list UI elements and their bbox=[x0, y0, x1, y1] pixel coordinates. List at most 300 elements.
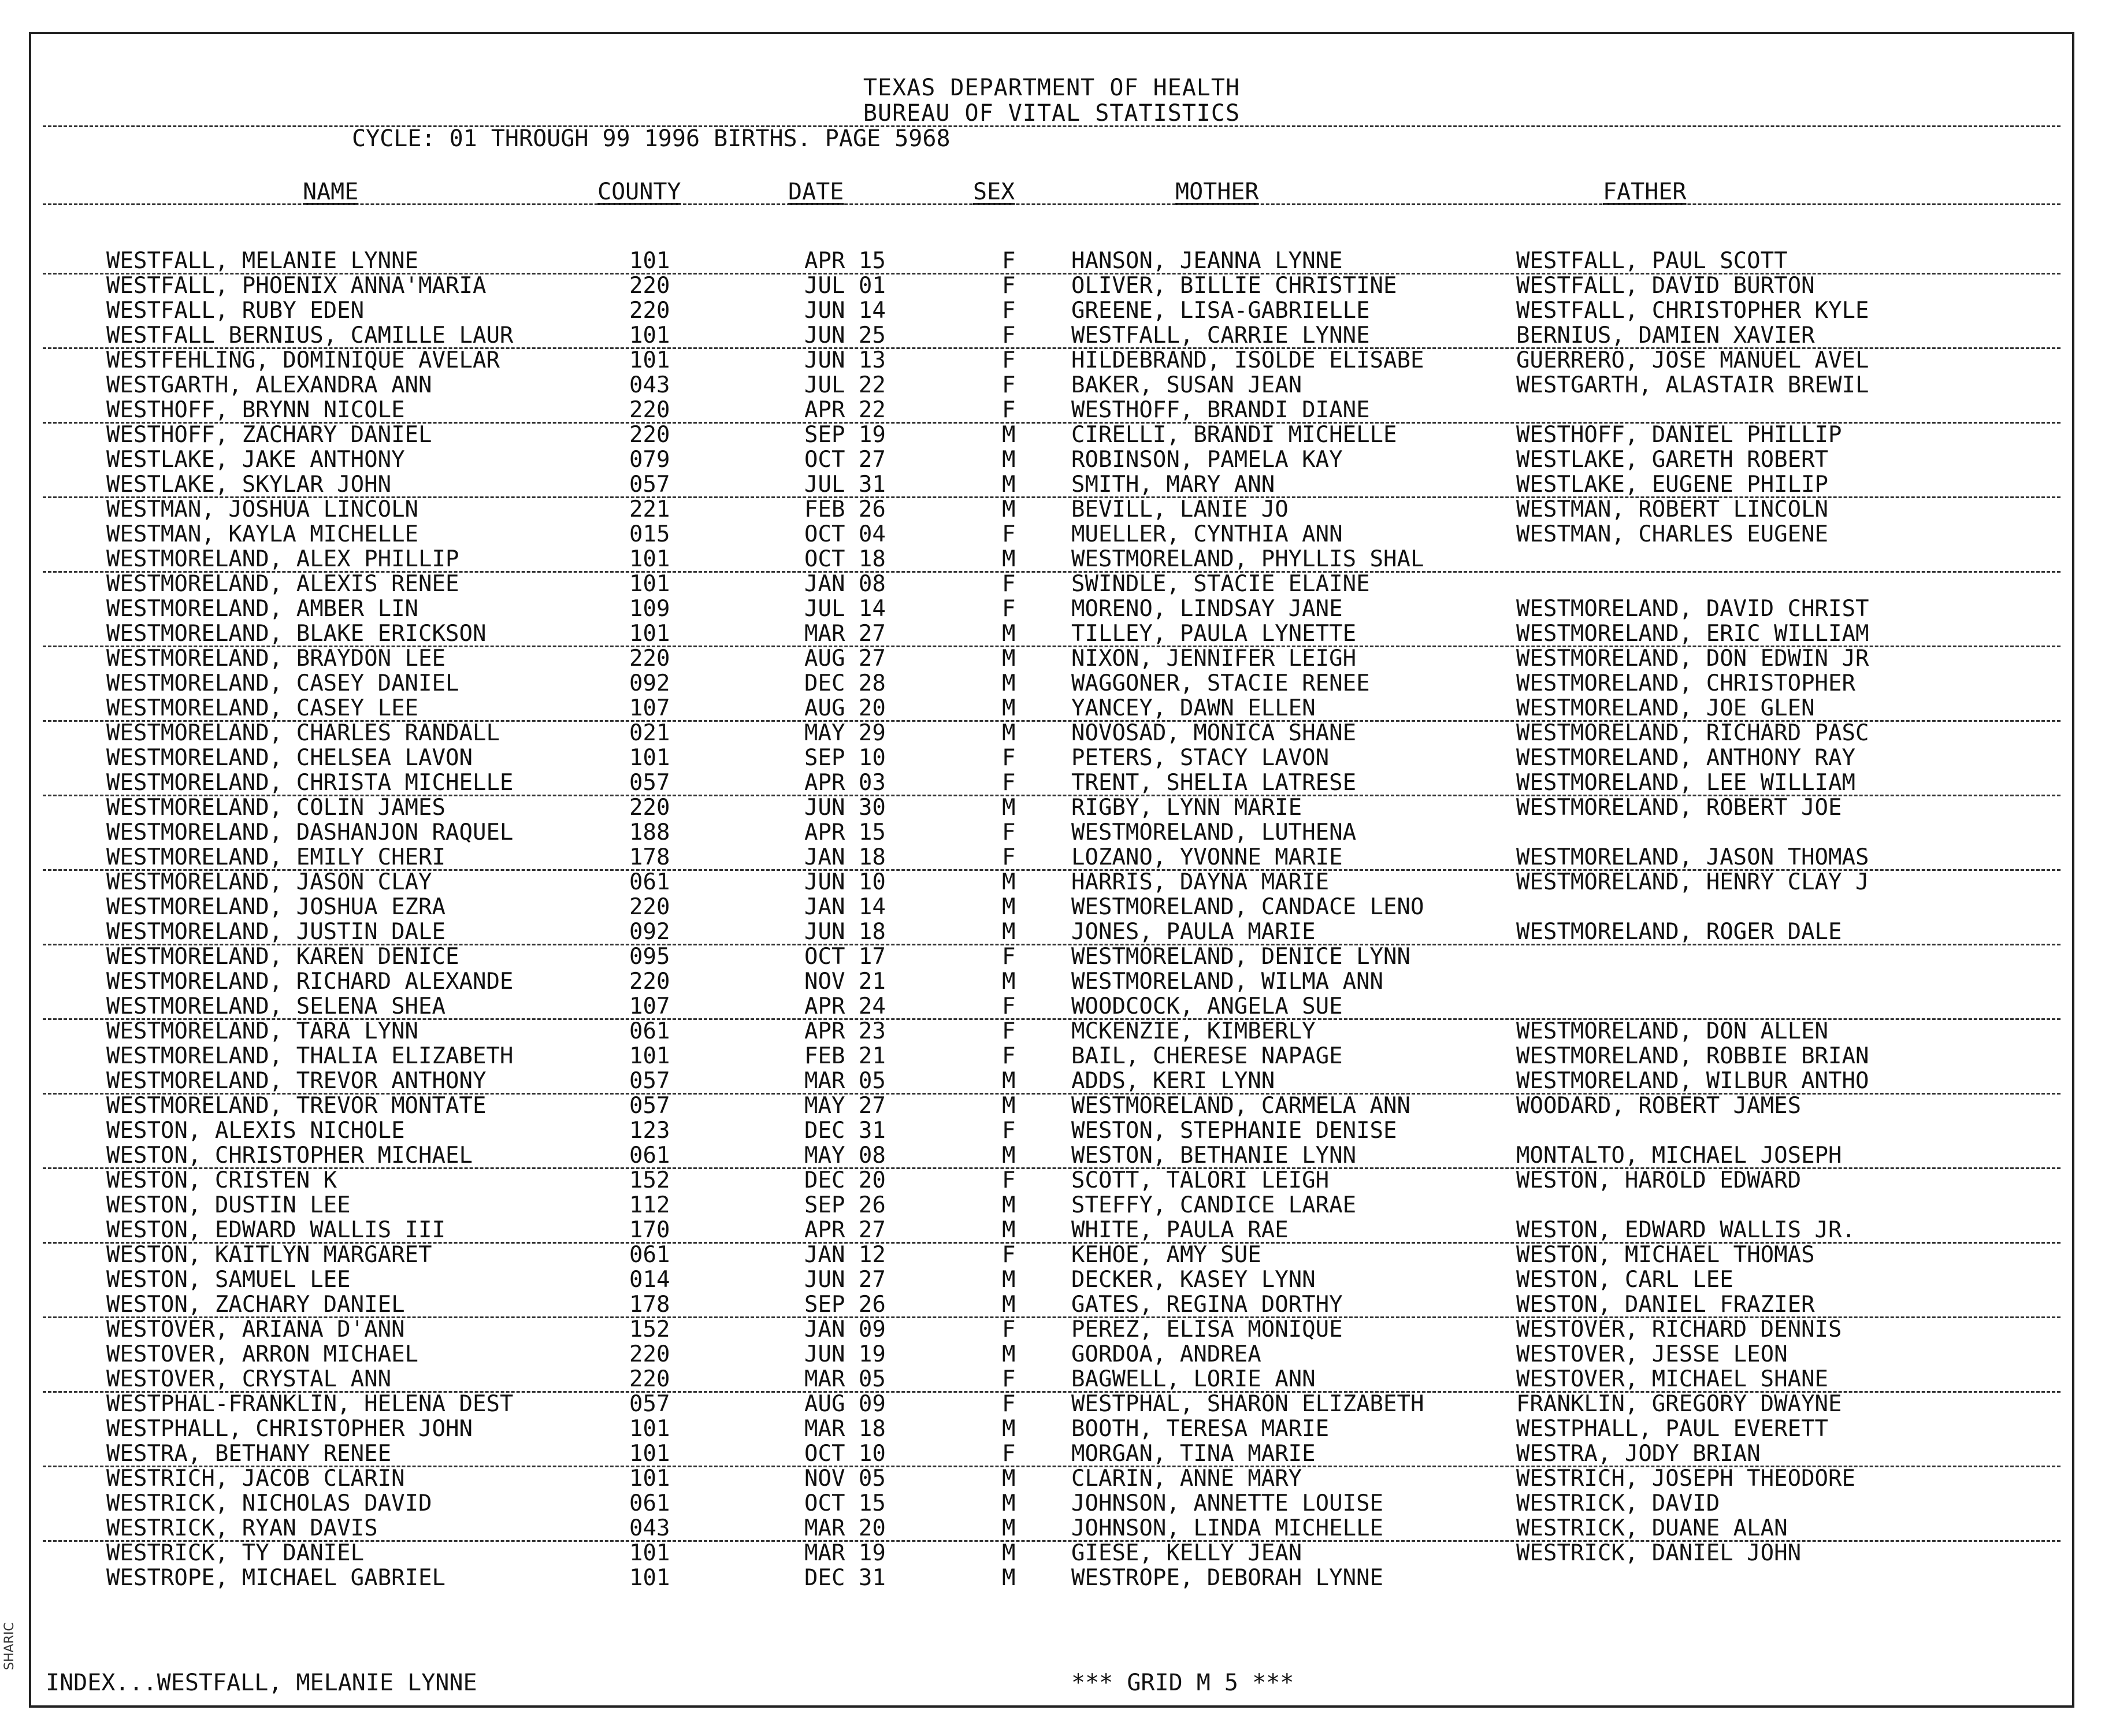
cell-name: WESTMORELAND, CASEY LEE bbox=[106, 695, 419, 721]
cell-father: WESTGARTH, ALASTAIR BREWIL bbox=[1516, 372, 1869, 398]
table-row bbox=[31, 546, 2072, 571]
cell-county: 101 bbox=[629, 248, 670, 274]
cell-name: WESTRICK, TY DANIEL bbox=[106, 1540, 365, 1566]
cell-date: MAY 27 bbox=[804, 1093, 886, 1119]
cell-name: WESTMORELAND, RICHARD ALEXANDE bbox=[106, 969, 514, 995]
cell-date: JUL 31 bbox=[804, 472, 886, 498]
cell-date: SEP 26 bbox=[804, 1192, 886, 1218]
table-row bbox=[31, 472, 2072, 496]
cell-father: WESTPHALL, PAUL EVERETT bbox=[1516, 1416, 1829, 1442]
cell-date: OCT 15 bbox=[804, 1490, 886, 1516]
cell-county: 057 bbox=[629, 1093, 670, 1119]
cell-sex: F bbox=[1002, 322, 1016, 348]
cell-sex: M bbox=[1002, 546, 1016, 572]
table-row bbox=[31, 322, 2072, 347]
cell-date: DEC 31 bbox=[804, 1565, 886, 1591]
cell-mother: DECKER, KASEY LYNN bbox=[1071, 1267, 1316, 1293]
cell-date: DEC 31 bbox=[804, 1118, 886, 1144]
cell-mother: SCOTT, TALORI LEIGH bbox=[1071, 1167, 1330, 1193]
cell-mother: NOVOSAD, MONICA SHANE bbox=[1071, 720, 1357, 746]
cell-date: APR 22 bbox=[804, 397, 886, 423]
cell-mother: BOOTH, TERESA MARIE bbox=[1071, 1416, 1330, 1442]
cell-mother: NIXON, JENNIFER LEIGH bbox=[1071, 646, 1357, 672]
cell-county: 221 bbox=[629, 496, 670, 522]
cell-county: 178 bbox=[629, 844, 670, 870]
cell-father: WESTLAKE, GARETH ROBERT bbox=[1516, 447, 1829, 473]
cell-mother: MORENO, LINDSAY JANE bbox=[1071, 596, 1343, 622]
cell-father: WESTMORELAND, HENRY CLAY J bbox=[1516, 869, 1869, 895]
table-row bbox=[31, 969, 2072, 993]
cell-sex: M bbox=[1002, 720, 1016, 746]
cell-father: WESTOVER, RICHARD DENNIS bbox=[1516, 1316, 1842, 1342]
table-row bbox=[31, 1441, 2072, 1466]
cell-county: 220 bbox=[629, 273, 670, 299]
table-row bbox=[31, 770, 2072, 795]
cell-mother: WESTMORELAND, WILMA ANN bbox=[1071, 969, 1384, 995]
table-row bbox=[31, 1466, 2072, 1490]
cell-mother: TRENT, SHELIA LATRESE bbox=[1071, 770, 1357, 796]
cell-name: WESTMORELAND, JASON CLAY bbox=[106, 869, 432, 895]
cell-county: 057 bbox=[629, 472, 670, 498]
cell-mother: BAKER, SUSAN JEAN bbox=[1071, 372, 1302, 398]
cell-date: DEC 20 bbox=[804, 1167, 886, 1193]
cell-father: WESTON, EDWARD WALLIS JR. bbox=[1516, 1217, 1855, 1243]
cell-father: WESTMORELAND, ROGER DALE bbox=[1516, 919, 1842, 945]
cell-father: WESTMORELAND, ERIC WILLIAM bbox=[1516, 621, 1869, 647]
cell-father: WESTOVER, JESSE LEON bbox=[1516, 1341, 1788, 1367]
cell-name: WESTON, ALEXIS NICHOLE bbox=[106, 1118, 405, 1144]
cell-sex: F bbox=[1002, 298, 1016, 324]
cell-name: WESTFALL, PHOENIX ANNA'MARIA bbox=[106, 273, 487, 299]
cell-name: WESTON, CRISTEN K bbox=[106, 1167, 337, 1193]
cell-date: JUL 01 bbox=[804, 273, 886, 299]
cell-mother: HARRIS, DAYNA MARIE bbox=[1071, 869, 1330, 895]
cell-sex: F bbox=[1002, 1242, 1016, 1268]
table-row bbox=[31, 1267, 2072, 1292]
cell-county: 101 bbox=[629, 322, 670, 348]
cell-date: OCT 10 bbox=[804, 1441, 886, 1467]
cell-county: 015 bbox=[629, 521, 670, 547]
cell-sex: M bbox=[1002, 1341, 1016, 1367]
cell-date: MAR 19 bbox=[804, 1540, 886, 1566]
cell-county: 220 bbox=[629, 1341, 670, 1367]
cell-sex: F bbox=[1002, 1118, 1016, 1144]
cell-name: WESTMORELAND, TREVOR MONTATE bbox=[106, 1093, 487, 1119]
cell-date: OCT 18 bbox=[804, 546, 886, 572]
cell-name: WESTMORELAND, CASEY DANIEL bbox=[106, 670, 459, 696]
cell-date: APR 27 bbox=[804, 1217, 886, 1243]
cell-mother: WESTPHAL, SHARON ELIZABETH bbox=[1071, 1391, 1424, 1417]
cell-date: APR 03 bbox=[804, 770, 886, 796]
cell-date: JUN 30 bbox=[804, 795, 886, 821]
cell-father: WESTOVER, MICHAEL SHANE bbox=[1516, 1366, 1829, 1392]
cell-date: JAN 12 bbox=[804, 1242, 886, 1268]
cell-date: NOV 21 bbox=[804, 969, 886, 995]
cell-county: 057 bbox=[629, 1068, 670, 1094]
column-header-father: FATHER bbox=[1603, 179, 1687, 205]
cell-mother: JOHNSON, LINDA MICHELLE bbox=[1071, 1515, 1384, 1541]
cell-county: 101 bbox=[629, 1441, 670, 1467]
cell-father: WESTMORELAND, DON EDWIN JR bbox=[1516, 646, 1869, 672]
cell-county: 220 bbox=[629, 422, 670, 448]
cell-mother: WHITE, PAULA RAE bbox=[1071, 1217, 1289, 1243]
table-row bbox=[31, 1242, 2072, 1267]
cell-county: 188 bbox=[629, 819, 670, 845]
cell-mother: WESTMORELAND, DENICE LYNN bbox=[1071, 944, 1410, 970]
cell-date: AUG 27 bbox=[804, 646, 886, 672]
cell-father: BERNIUS, DAMIEN XAVIER bbox=[1516, 322, 1815, 348]
cell-sex: F bbox=[1002, 248, 1016, 274]
cell-sex: F bbox=[1002, 571, 1016, 597]
cell-sex: F bbox=[1002, 596, 1016, 622]
cell-sex: M bbox=[1002, 1466, 1016, 1492]
cell-mother: ADDS, KERI LYNN bbox=[1071, 1068, 1275, 1094]
cell-date: SEP 10 bbox=[804, 745, 886, 771]
cell-sex: M bbox=[1002, 646, 1016, 672]
cell-name: WESTOVER, ARIANA D'ANN bbox=[106, 1316, 405, 1342]
cell-mother: WESTMORELAND, PHYLLIS SHAL bbox=[1071, 546, 1424, 572]
cell-county: 220 bbox=[629, 298, 670, 324]
cell-father: WESTMORELAND, JASON THOMAS bbox=[1516, 844, 1869, 870]
cell-sex: M bbox=[1002, 1515, 1016, 1541]
cell-county: 170 bbox=[629, 1217, 670, 1243]
cell-county: 061 bbox=[629, 1490, 670, 1516]
cell-name: WESTPHAL-FRANKLIN, HELENA DEST bbox=[106, 1391, 514, 1417]
cell-county: 220 bbox=[629, 397, 670, 423]
cell-name: WESTMAN, JOSHUA LINCOLN bbox=[106, 496, 419, 522]
cell-name: WESTFALL BERNIUS, CAMILLE LAUR bbox=[106, 322, 514, 348]
cell-sex: M bbox=[1002, 1068, 1016, 1094]
table-row bbox=[31, 1416, 2072, 1441]
cell-name: WESTMORELAND, SELENA SHEA bbox=[106, 993, 445, 1019]
cell-sex: M bbox=[1002, 1540, 1016, 1566]
cell-sex: F bbox=[1002, 1167, 1016, 1193]
cell-county: 220 bbox=[629, 1366, 670, 1392]
table-row bbox=[31, 248, 2072, 273]
table-row bbox=[31, 1292, 2072, 1316]
table-row bbox=[31, 422, 2072, 447]
cell-father: GUERRERO, JOSE MANUEL AVEL bbox=[1516, 347, 1869, 373]
cell-father: WESTRICH, JOSEPH THEODORE bbox=[1516, 1466, 1855, 1492]
cell-father: WESTRICK, DUANE ALAN bbox=[1516, 1515, 1788, 1541]
table-row bbox=[31, 596, 2072, 621]
cell-sex: F bbox=[1002, 819, 1016, 845]
cell-date: APR 15 bbox=[804, 819, 886, 845]
cell-father: MONTALTO, MICHAEL JOSEPH bbox=[1516, 1143, 1842, 1169]
cell-mother: JOHNSON, ANNETTE LOUISE bbox=[1071, 1490, 1384, 1516]
cell-date: MAR 18 bbox=[804, 1416, 886, 1442]
cell-sex: F bbox=[1002, 1441, 1016, 1467]
cell-county: 092 bbox=[629, 919, 670, 945]
cell-father: WESTMORELAND, LEE WILLIAM bbox=[1516, 770, 1855, 796]
cell-father: WESTON, CARL LEE bbox=[1516, 1267, 1733, 1293]
table-row bbox=[31, 919, 2072, 944]
cell-name: WESTMORELAND, CHELSEA LAVON bbox=[106, 745, 473, 771]
cell-name: WESTRICK, NICHOLAS DAVID bbox=[106, 1490, 432, 1516]
cell-date: JUN 13 bbox=[804, 347, 886, 373]
cell-sex: F bbox=[1002, 273, 1016, 299]
cell-county: 178 bbox=[629, 1292, 670, 1318]
cell-father: WESTMORELAND, CHRISTOPHER bbox=[1516, 670, 1855, 696]
cell-name: WESTMORELAND, BLAKE ERICKSON bbox=[106, 621, 487, 647]
cell-date: JUN 25 bbox=[804, 322, 886, 348]
cell-name: WESTRA, BETHANY RENEE bbox=[106, 1441, 392, 1467]
cell-sex: F bbox=[1002, 844, 1016, 870]
cell-sex: M bbox=[1002, 1490, 1016, 1516]
column-header-sex: SEX bbox=[973, 179, 1015, 205]
cell-name: WESTMORELAND, EMILY CHERI bbox=[106, 844, 445, 870]
cell-name: WESTON, CHRISTOPHER MICHAEL bbox=[106, 1143, 473, 1169]
table-row bbox=[31, 894, 2072, 919]
cell-mother: WESTMORELAND, CANDACE LENO bbox=[1071, 894, 1424, 920]
cell-mother: TILLEY, PAULA LYNETTE bbox=[1071, 621, 1357, 647]
cell-sex: F bbox=[1002, 1391, 1016, 1417]
cell-name: WESTMORELAND, TARA LYNN bbox=[106, 1018, 419, 1044]
table-row bbox=[31, 944, 2072, 969]
cell-county: 057 bbox=[629, 770, 670, 796]
cell-county: 220 bbox=[629, 646, 670, 672]
cell-father: WESTFALL, CHRISTOPHER KYLE bbox=[1516, 298, 1869, 324]
bureau-title: BUREAU OF VITAL STATISTICS bbox=[863, 100, 1241, 127]
cell-mother: SWINDLE, STACIE ELAINE bbox=[1071, 571, 1370, 597]
table-row bbox=[31, 819, 2072, 844]
cell-father: WESTHOFF, DANIEL PHILLIP bbox=[1516, 422, 1842, 448]
cell-name: WESTROPE, MICHAEL GABRIEL bbox=[106, 1565, 445, 1591]
cell-date: MAR 05 bbox=[804, 1366, 886, 1392]
table-row bbox=[31, 993, 2072, 1018]
cell-name: WESTHOFF, ZACHARY DANIEL bbox=[106, 422, 432, 448]
cell-county: 101 bbox=[629, 621, 670, 647]
cycle-line: CYCLE: 01 THROUGH 99 1996 BIRTHS. PAGE 5968 bbox=[352, 125, 951, 152]
table-row bbox=[31, 496, 2072, 521]
cell-mother: RIGBY, LYNN MARIE bbox=[1071, 795, 1302, 821]
cell-name: WESTMORELAND, ALEX PHILLIP bbox=[106, 546, 459, 572]
cell-father: FRANKLIN, GREGORY DWAYNE bbox=[1516, 1391, 1842, 1417]
cell-father: WESTMORELAND, ROBERT JOE bbox=[1516, 795, 1842, 821]
cell-date: JUN 27 bbox=[804, 1267, 886, 1293]
cell-date: MAR 05 bbox=[804, 1068, 886, 1094]
cell-county: 107 bbox=[629, 695, 670, 721]
cell-sex: M bbox=[1002, 969, 1016, 995]
cell-sex: F bbox=[1002, 1316, 1016, 1342]
cell-date: SEP 26 bbox=[804, 1292, 886, 1318]
cell-mother: CLARIN, ANNE MARY bbox=[1071, 1466, 1302, 1492]
cell-name: WESTON, DUSTIN LEE bbox=[106, 1192, 351, 1218]
cell-date: OCT 27 bbox=[804, 447, 886, 473]
table-row bbox=[31, 1018, 2072, 1043]
cell-sex: F bbox=[1002, 745, 1016, 771]
cell-mother: WESTHOFF, BRANDI DIANE bbox=[1071, 397, 1370, 423]
cell-sex: M bbox=[1002, 1217, 1016, 1243]
table-row bbox=[31, 521, 2072, 546]
cell-name: WESTON, EDWARD WALLIS III bbox=[106, 1217, 445, 1243]
cell-name: WESTON, SAMUEL LEE bbox=[106, 1267, 351, 1293]
cell-mother: JONES, PAULA MARIE bbox=[1071, 919, 1316, 945]
cell-date: MAY 08 bbox=[804, 1143, 886, 1169]
table-row bbox=[31, 844, 2072, 869]
cell-county: 021 bbox=[629, 720, 670, 746]
cell-mother: WESTROPE, DEBORAH LYNNE bbox=[1071, 1565, 1384, 1591]
cell-father: WESTON, DANIEL FRAZIER bbox=[1516, 1292, 1815, 1318]
cell-mother: KEHOE, AMY SUE bbox=[1071, 1242, 1261, 1268]
table-row bbox=[31, 1490, 2072, 1515]
cell-name: WESTMORELAND, AMBER LIN bbox=[106, 596, 419, 622]
cell-date: OCT 04 bbox=[804, 521, 886, 547]
cell-sex: M bbox=[1002, 919, 1016, 945]
cell-date: AUG 20 bbox=[804, 695, 886, 721]
margin-label: SHARIC bbox=[2, 1622, 17, 1670]
cell-date: JAN 14 bbox=[804, 894, 886, 920]
cell-mother: HILDEBRAND, ISOLDE ELISABE bbox=[1071, 347, 1424, 373]
cell-name: WESTON, KAITLYN MARGARET bbox=[106, 1242, 432, 1268]
cell-sex: F bbox=[1002, 1018, 1016, 1044]
cell-date: JAN 08 bbox=[804, 571, 886, 597]
table-row bbox=[31, 621, 2072, 646]
cell-mother: YANCEY, DAWN ELLEN bbox=[1071, 695, 1316, 721]
cell-mother: STEFFY, CANDICE LARAE bbox=[1071, 1192, 1357, 1218]
cell-sex: M bbox=[1002, 472, 1016, 498]
table-row bbox=[31, 397, 2072, 422]
cell-mother: MCKENZIE, KIMBERLY bbox=[1071, 1018, 1316, 1044]
cell-county: 095 bbox=[629, 944, 670, 970]
cell-father: WESTMORELAND, JOE GLEN bbox=[1516, 695, 1815, 721]
cell-county: 079 bbox=[629, 447, 670, 473]
table-row bbox=[31, 1192, 2072, 1217]
cell-county: 152 bbox=[629, 1316, 670, 1342]
cell-county: 101 bbox=[629, 546, 670, 572]
cell-county: 123 bbox=[629, 1118, 670, 1144]
cell-father: WESTFALL, DAVID BURTON bbox=[1516, 273, 1815, 299]
cell-mother: BAIL, CHERESE NAPAGE bbox=[1071, 1043, 1343, 1069]
cell-mother: WESTMORELAND, CARMELA ANN bbox=[1071, 1093, 1410, 1119]
cell-sex: M bbox=[1002, 894, 1016, 920]
cell-sex: F bbox=[1002, 993, 1016, 1019]
cell-date: NOV 05 bbox=[804, 1466, 886, 1492]
cell-name: WESTOVER, CRYSTAL ANN bbox=[106, 1366, 392, 1392]
cell-date: FEB 26 bbox=[804, 496, 886, 522]
cell-name: WESTMORELAND, THALIA ELIZABETH bbox=[106, 1043, 514, 1069]
table-row bbox=[31, 670, 2072, 695]
cell-sex: F bbox=[1002, 944, 1016, 970]
cell-sex: M bbox=[1002, 670, 1016, 696]
table-row bbox=[31, 571, 2072, 596]
table-row bbox=[31, 1043, 2072, 1068]
cell-date: DEC 28 bbox=[804, 670, 886, 696]
cell-father: WESTMORELAND, ANTHONY RAY bbox=[1516, 745, 1855, 771]
cell-date: OCT 17 bbox=[804, 944, 886, 970]
cell-sex: M bbox=[1002, 1093, 1016, 1119]
cell-date: APR 23 bbox=[804, 1018, 886, 1044]
cell-sex: F bbox=[1002, 521, 1016, 547]
cell-sex: M bbox=[1002, 1565, 1016, 1591]
cell-father: WESTRICK, DANIEL JOHN bbox=[1516, 1540, 1802, 1566]
cell-name: WESTRICK, RYAN DAVIS bbox=[106, 1515, 378, 1541]
table-row bbox=[31, 1366, 2072, 1391]
cell-mother: PEREZ, ELISA MONIQUE bbox=[1071, 1316, 1343, 1342]
table-row bbox=[31, 1540, 2072, 1565]
cell-date: MAR 20 bbox=[804, 1515, 886, 1541]
cell-father: WESTMAN, ROBERT LINCOLN bbox=[1516, 496, 1829, 522]
footer-grid: *** GRID M 5 *** bbox=[1071, 1670, 1294, 1696]
cell-sex: F bbox=[1002, 372, 1016, 398]
cell-sex: F bbox=[1002, 397, 1016, 423]
cell-name: WESTMORELAND, BRAYDON LEE bbox=[106, 646, 445, 672]
cell-father: WESTMORELAND, ROBBIE BRIAN bbox=[1516, 1043, 1869, 1069]
cell-mother: WOODCOCK, ANGELA SUE bbox=[1071, 993, 1343, 1019]
cell-name: WESTMORELAND, CHRISTA MICHELLE bbox=[106, 770, 514, 796]
cell-county: 101 bbox=[629, 1466, 670, 1492]
cell-mother: SMITH, MARY ANN bbox=[1071, 472, 1275, 498]
cell-mother: MORGAN, TINA MARIE bbox=[1071, 1441, 1316, 1467]
table-row bbox=[31, 447, 2072, 472]
table-row bbox=[31, 1143, 2072, 1167]
cell-date: JUN 14 bbox=[804, 298, 886, 324]
cell-father: WESTMORELAND, RICHARD PASC bbox=[1516, 720, 1869, 746]
cell-name: WESTMORELAND, CHARLES RANDALL bbox=[106, 720, 500, 746]
cell-mother: GREENE, LISA-GABRIELLE bbox=[1071, 298, 1370, 324]
cell-name: WESTMORELAND, JUSTIN DALE bbox=[106, 919, 445, 945]
cell-sex: M bbox=[1002, 496, 1016, 522]
cell-name: WESTON, ZACHARY DANIEL bbox=[106, 1292, 405, 1318]
cell-sex: M bbox=[1002, 1416, 1016, 1442]
cell-name: WESTFALL, MELANIE LYNNE bbox=[106, 248, 419, 274]
table-row bbox=[31, 745, 2072, 770]
column-header-mother: MOTHER bbox=[1175, 179, 1259, 205]
cell-father: WESTFALL, PAUL SCOTT bbox=[1516, 248, 1788, 274]
cell-name: WESTMORELAND, ALEXIS RENEE bbox=[106, 571, 459, 597]
cell-name: WESTMORELAND, JOSHUA EZRA bbox=[106, 894, 445, 920]
cell-sex: M bbox=[1002, 447, 1016, 473]
cell-sex: M bbox=[1002, 1292, 1016, 1318]
cell-county: 014 bbox=[629, 1267, 670, 1293]
cell-name: WESTHOFF, BRYNN NICOLE bbox=[106, 397, 405, 423]
cell-father: WESTRA, JODY BRIAN bbox=[1516, 1441, 1761, 1467]
table-row bbox=[31, 1515, 2072, 1540]
cell-county: 101 bbox=[629, 571, 670, 597]
cell-sex: M bbox=[1002, 1267, 1016, 1293]
cell-county: 109 bbox=[629, 596, 670, 622]
cell-name: WESTLAKE, SKYLAR JOHN bbox=[106, 472, 392, 498]
table-row bbox=[31, 1167, 2072, 1192]
table-row bbox=[31, 1118, 2072, 1143]
cell-name: WESTMORELAND, DASHANJON RAQUEL bbox=[106, 819, 514, 845]
cell-date: JAN 18 bbox=[804, 844, 886, 870]
table-row bbox=[31, 795, 2072, 819]
cell-county: 101 bbox=[629, 1565, 670, 1591]
column-header-name: NAME bbox=[303, 179, 359, 205]
cell-father: WESTON, HAROLD EDWARD bbox=[1516, 1167, 1802, 1193]
cell-sex: M bbox=[1002, 869, 1016, 895]
cell-county: 092 bbox=[629, 670, 670, 696]
cell-sex: M bbox=[1002, 1192, 1016, 1218]
table-row bbox=[31, 1341, 2072, 1366]
cell-county: 101 bbox=[629, 347, 670, 373]
cell-county: 043 bbox=[629, 372, 670, 398]
cell-county: 107 bbox=[629, 993, 670, 1019]
cell-date: JUL 22 bbox=[804, 372, 886, 398]
cell-mother: WESTMORELAND, LUTHENA bbox=[1071, 819, 1357, 845]
cell-name: WESTFEHLING, DOMINIQUE AVELAR bbox=[106, 347, 500, 373]
table-row bbox=[31, 1093, 2072, 1118]
table-row bbox=[31, 720, 2072, 745]
cell-mother: BEVILL, LANIE JO bbox=[1071, 496, 1289, 522]
cell-father: WESTMORELAND, WILBUR ANTHO bbox=[1516, 1068, 1869, 1094]
cell-date: JAN 09 bbox=[804, 1316, 886, 1342]
cell-mother: WAGGONER, STACIE RENEE bbox=[1071, 670, 1370, 696]
cell-name: WESTOVER, ARRON MICHAEL bbox=[106, 1341, 419, 1367]
cell-name: WESTGARTH, ALEXANDRA ANN bbox=[106, 372, 432, 398]
cell-date: JUN 10 bbox=[804, 869, 886, 895]
